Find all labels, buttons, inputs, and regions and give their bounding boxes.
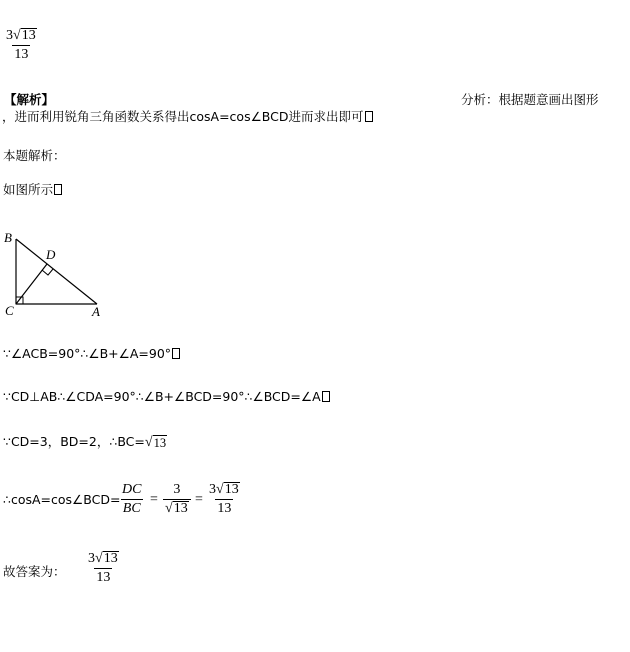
side-ab	[16, 239, 97, 304]
analysis-text-continued	[2, 107, 374, 125]
radicand: 13	[103, 551, 118, 566]
missing-glyph-box	[365, 111, 373, 122]
radicand: 13	[153, 436, 167, 450]
sqrt-symbol: √ 13	[95, 551, 118, 566]
step-4-prefix: ∴cosA=cos∠BCD=	[3, 492, 121, 507]
final-answer-label: 故答案为：	[3, 564, 66, 579]
top-answer-fraction	[4, 28, 39, 63]
fraction-denominator: BC	[122, 501, 141, 516]
missing-glyph-box	[322, 391, 330, 402]
vertex-label-b: B	[4, 230, 12, 245]
fraction-3-over-sqrt13	[163, 482, 191, 517]
fraction-dc-over-bc	[120, 482, 143, 517]
missing-glyph-box	[172, 348, 180, 359]
fraction-3sqrt13-over-13	[207, 482, 242, 517]
fraction-denominator: 13	[217, 501, 232, 516]
radicand: 13	[173, 501, 188, 516]
sqrt-symbol: √ 13	[144, 435, 167, 450]
figure-intro-text: 如图所示	[3, 182, 54, 197]
radicand: 13	[21, 28, 36, 43]
analysis-text: 分析：根据题意画出图形	[461, 92, 599, 107]
equals-sign: =	[150, 492, 158, 507]
solution-heading: 本题解析：	[3, 148, 66, 163]
vertex-label-c: C	[5, 303, 14, 318]
fraction-denominator: 13	[96, 570, 111, 585]
fraction-numerator	[86, 551, 121, 568]
step-1	[3, 346, 181, 361]
coefficient: 3	[6, 28, 13, 43]
radicand: 13	[224, 482, 239, 497]
triangle-figure	[0, 228, 120, 318]
vertex-label-a: A	[92, 304, 100, 318]
fraction-numerator	[4, 28, 39, 45]
analysis-sentence: ，进而利用锐角三角函数关系得出cosA=cos∠BCD进而求出即可	[2, 109, 364, 124]
figure-intro	[3, 180, 63, 198]
missing-glyph-box	[54, 184, 62, 195]
step-3-text: ∵CD=3，BD=2，∴BC=	[3, 434, 145, 449]
sqrt-symbol: √ 13	[216, 482, 239, 497]
final-answer-fraction	[86, 551, 121, 586]
equals-sign: =	[195, 492, 203, 507]
step-2	[3, 389, 331, 404]
coefficient: 3	[88, 551, 95, 566]
fraction-numerator: 3	[173, 482, 181, 497]
step-1-text: ∵∠ACB=90°∴∠B+∠A=90°	[3, 346, 172, 361]
fraction-numerator	[207, 482, 242, 499]
sqrt-symbol: √ 13	[13, 28, 36, 43]
analysis-label: 【解析】	[4, 92, 55, 107]
vertex-label-d: D	[46, 247, 56, 262]
coefficient: 3	[209, 482, 216, 497]
sqrt-symbol: √ 13	[165, 501, 188, 516]
step-2-text: ∵CD⊥AB∴∠CDA=90°∴∠B+∠BCD=90°∴∠BCD=∠A	[3, 389, 321, 404]
fraction-denominator	[163, 499, 191, 517]
fraction-numerator: DC	[122, 482, 142, 497]
step-3	[3, 432, 167, 450]
fraction-denominator: 13	[14, 47, 29, 62]
right-angle-mark-d	[42, 269, 53, 275]
